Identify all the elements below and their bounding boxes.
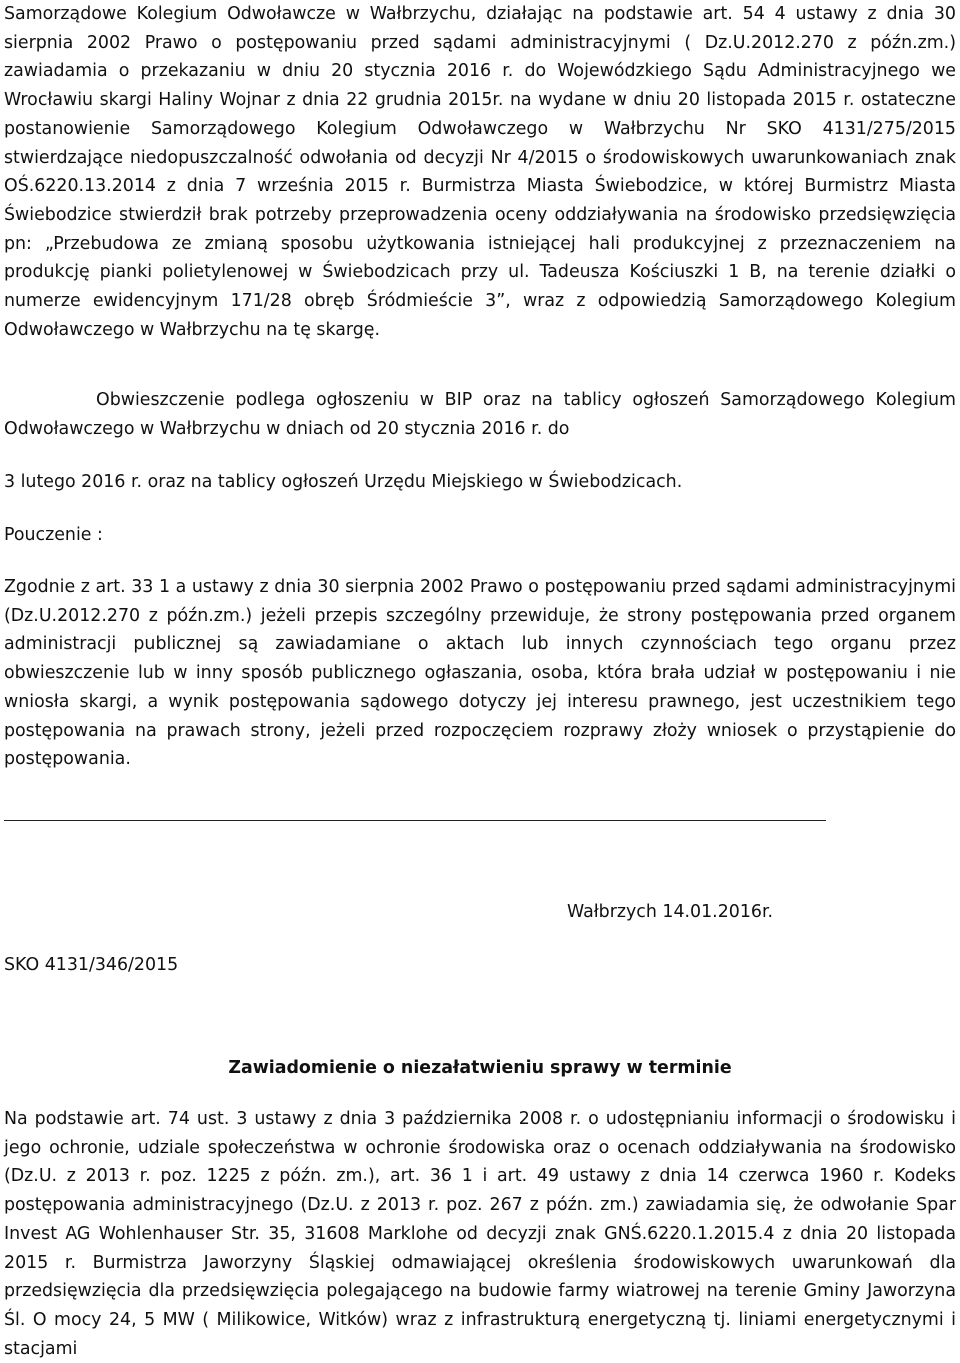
section-divider [4,820,826,821]
paragraph-delay-notice: Na podstawie art. 74 ust. 3 ustawy z dnia 3 października 2008 r. o udostępnianiu informacji o środowisku i jego ochronie, udziale społeczeństwa w ochronie środowiska oraz o ocenach oddziaływania na środowisko (Dz.U. z 2013 r. poz. 1225 z późn. zm.), art. 36 1 i art. 49 ustawy z dnia 14 czerwca 1960 r. Kodeks postępowania administracyjnego (Dz.U. z 2013 r. poz. 267 z późn. zm.) zawiadamia się, że odwołanie Spar Invest AG Wohlenhauser Str. 35, 31608 Marklohe od decyzji znak GNŚ.6220.1.2015.4 z dnia 20 listopada 2015 r. Burmistrza Jaworzyny Śląskiej odmawiającej określenia środowiskowych uwarunkowań dla przedsięwzięcia dla przedsięwzięcia polegającego na budowie farmy wiatrowej na terenie Gminy Jaworzyna Śl. O mocy 24, 5 MW ( Milikowice, Witków) wraz z infrastrukturą energetyczną tj. liniami energetycznymi i stacjami [4,1109,956,1359]
paragraph-legal-instruction: Zgodnie z art. 33 1 a ustawy z dnia 30 sierpnia 2002 Prawo o postępowaniu przed sądami administracyjnymi (Dz.U.2012.270 z późn.zm.) jeżeli przepis szczególny przewiduje, że strony postępowania przed organem administracji publicznej są zawiadamiane o aktach lub innych czynnościach tego organu przez obwieszczenie lub w inny sposób publicznego ogłaszania, osoba, która brała udział w postępowaniu i nie wniosła skargi, a wynik postępowania sądowego dotyczy jej interesu prawnego, jest uczestnikiem tego postępowania na prawach strony, jeżeli przed rozpoczęciem rozprawy złoży wniosek o przystąpienie do postępowania. [4,577,956,770]
place-and-date: Wałbrzych 14.01.2016r. [567,902,774,922]
case-reference-number: SKO 4131/346/2015 [4,955,179,975]
paragraph-publication-notice: Obwieszczenie podlega ogłoszeniu w BIP oraz na tablicy ogłoszeń Samorządowego Kolegium Odwoławczego w Wałbrzychu w dniach od 20 stycznia 2016 r. do [4,390,956,439]
pouczenie-label: Pouczenie : [4,525,103,545]
paragraph-transfer-notice: Samorządowe Kolegium Odwoławcze w Wałbrzychu, działając na podstawie art. 54 4 ustawy z dnia 30 sierpnia 2002 Prawo o postępowaniu przed sądami administracyjnymi ( Dz.U.2012.270 z późn.zm.) zawiadamia o przekazaniu w dniu 20 stycznia 2016 r. do Wojewódzkiego Sądu Administracyjnego we Wrocławiu skargi Haliny Wojnar z dnia 22 grudnia 2015r. na wydane w dniu 20 listopada 2015 r. ostateczne postanowienie Samorządowego Kolegium Odwoławczego w Wałbrzychu Nr SKO 4131/275/2015 stwierdzające niedopuszczalność odwołania od decyzji Nr 4/2015 o środowiskowych uwarunkowaniach znak OŚ.6220.13.2014 z dnia 7 września 2015 r. Burmistrza Miasta Świebodzice, w której Burmistrz Miasta Świebodzice stwierdził brak potrzeby przeprowadzenia oceny oddziaływania na środowisko przedsięwzięcia pn: „Przebudowa ze zmianą sposobu użytkowania istniejącej hali produkcyjnej z przeznaczeniem na produkcję pianki polietylenowej w Świebodzicach przy ul. Tadeusza Kościuszki 1 B, na terenie działki o numerze ewidencyjnym 171/28 obręb Śródmieście 3”, wraz z odpowiedzią Samorządowego Kolegium Odwoławczego w Wałbrzychu na tę skargę. [4,4,956,340]
section-heading: Zawiadomienie o niezałatwieniu sprawy w terminie [228,1058,732,1078]
paragraph-publication-dates: 3 lutego 2016 r. oraz na tablicy ogłoszeń Urzędu Miejskiego w Świebodzicach. [4,472,683,492]
